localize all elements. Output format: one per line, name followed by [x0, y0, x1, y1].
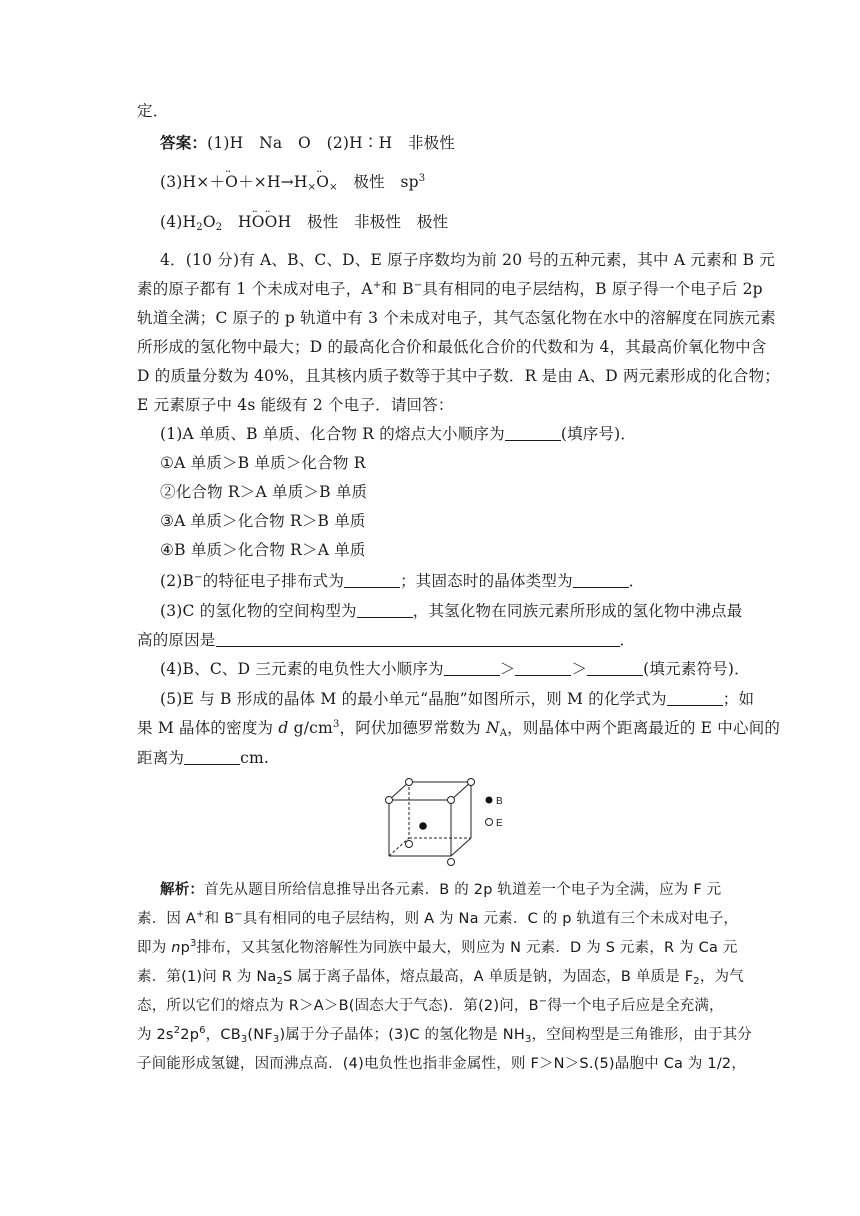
text: ④B 单质＞化合物 R＞A 单质 [160, 541, 366, 559]
analysis-line [137, 996, 727, 1016]
text: 极性 sp [337, 173, 419, 191]
answer-label: 答案： [160, 133, 208, 152]
text: ，为气 [699, 969, 744, 985]
text: ①A 单质＞B 单质＞化合物 R [160, 454, 366, 472]
text: 3 [524, 1034, 532, 1045]
text: (3)C 的氢化物的空间构型为 [160, 602, 357, 620]
text: (2)B [160, 572, 195, 590]
option-3 [160, 511, 750, 531]
text: 具有相同的电子层结构，则 A 为 Na 元素．C 的 p 轨道有三个未成对电子， [242, 911, 739, 927]
text: 距离为 [137, 749, 185, 767]
text: ②化合物 R＞A 单质＞B 单质 [160, 483, 368, 501]
answer-blank [344, 573, 400, 588]
analysis-label: 解析： [160, 882, 205, 898]
text: ，阿伏加德罗常数为 [339, 719, 486, 737]
text: − [413, 280, 423, 291]
lewis-o: ·· O [316, 173, 329, 191]
text: n [171, 940, 181, 956]
answer-blank [216, 632, 620, 647]
text: 子间能形成氢键，因而沸点高．(4)电负性也指非金属性，则 F＞N＞S.(5)晶胞中 Ca 为 1/2， [137, 1056, 747, 1072]
answer-blank [184, 750, 240, 765]
text: ． [628, 572, 645, 590]
text: ＋×H→H [238, 173, 308, 191]
hidden-edge [389, 838, 409, 856]
text: cm. [240, 749, 270, 767]
text: 2 [196, 222, 203, 233]
text: 素．第(1)问 R 为 Na [137, 969, 277, 985]
question-4 [160, 659, 750, 679]
cube-edge [389, 782, 409, 800]
cube-edge [451, 782, 471, 800]
lewis-o: ·· O [252, 213, 265, 231]
text: 6 [199, 1025, 206, 1036]
text: 果 M 晶体的密度为 [137, 719, 279, 737]
text: (填序号)． [560, 425, 637, 443]
text: (3)H×＋ [160, 173, 226, 191]
text: ． [619, 631, 636, 649]
question-line [160, 250, 776, 270]
text: (填元素符号)． [643, 660, 750, 678]
text: 得一个电子后应是全充满， [547, 998, 724, 1014]
analysis-line [160, 880, 750, 900]
answer-blank [444, 661, 500, 676]
legend-e-label: E [496, 818, 503, 829]
answer-line-1 [160, 133, 750, 153]
answer-line-3 [160, 212, 750, 232]
text: ＞ [499, 660, 516, 678]
analysis-line [137, 1025, 752, 1045]
text: )属于分子晶体；(3)C 的氢化物是 NH [279, 1027, 525, 1043]
option-1 [160, 453, 750, 473]
text: (5)E 与 B 形成的晶体 M 的最小单元“晶胞”如图所示，则 M 的化学式为 [160, 690, 667, 708]
text: × [307, 182, 317, 193]
text: 素的原子都有 1 个未成对电子，A [137, 280, 373, 298]
e-atom [386, 797, 393, 804]
lewis-o: ·· O [225, 173, 238, 191]
text: − [194, 572, 203, 583]
text: 3 [418, 173, 426, 184]
text: p [180, 940, 191, 956]
text: 高的原因是 [137, 631, 216, 649]
question-5-cont [137, 718, 781, 739]
text: 3 [190, 938, 197, 949]
text: (4)H [160, 213, 197, 231]
text: 首先从题目所给信息推导出各元素．B 的 2p 轨道差一个电子为全满，应为 F 元 [204, 882, 722, 898]
text: ，空间构型是三角锥形，由于其分 [531, 1027, 752, 1043]
e-atom [448, 859, 455, 866]
answer-blank [515, 661, 571, 676]
text: E 元素原子中 4s 能级有 2 个电子．请回答： [137, 396, 454, 414]
text: (4)B、C、D 三元素的电负性大小顺序为 [160, 660, 444, 678]
text: + [196, 909, 205, 920]
text: × [329, 182, 338, 193]
question-line [137, 308, 776, 328]
e-atom [468, 779, 475, 786]
text: − [538, 996, 548, 1007]
text: S 属于离子晶体，熔点最高，A 单质是钠，为固态，B 单质是 F [283, 969, 694, 985]
text: 3 [332, 719, 340, 730]
text: 排布，又其氢化物溶解性为同族中最大，则应为 N 元素．D 为 S 元素，R 为 Ca 元 [196, 940, 738, 956]
question-2 [160, 571, 750, 591]
question-1 [160, 424, 750, 444]
option-2 [160, 482, 750, 502]
legend-e-marker [486, 819, 493, 826]
lewis-o: ·· O [265, 213, 278, 231]
question-3-cont [137, 630, 727, 650]
legend-b-marker [486, 797, 493, 804]
analysis-line [137, 967, 744, 987]
option-4 [160, 540, 750, 560]
text: ；如 [722, 690, 755, 708]
text: d [278, 719, 289, 737]
text-line [137, 101, 727, 121]
question-line [137, 366, 781, 386]
question-line [137, 279, 763, 299]
text: ＞ [571, 660, 588, 678]
answer-blank [357, 603, 413, 618]
text: ，其氢化物在同族元素所形成的氢化物中沸点最 [412, 602, 743, 620]
text: 2p [180, 1027, 200, 1043]
crystal-cell-figure [383, 778, 523, 868]
question-line [137, 395, 727, 415]
text: (1)H Na O (2)H∶H 非极性 [207, 134, 456, 152]
text: 为 2s [137, 1027, 174, 1043]
cube-edges [389, 782, 471, 856]
text: ，CB [205, 1027, 241, 1043]
text: O [202, 213, 216, 231]
text: 4．(10 分)有 A、B、C、D、E 原子序数均为前 20 号的五种元素，其中 A 元素和 B 元 [160, 251, 776, 269]
text: g/cm [288, 719, 333, 737]
answer-line-2 [160, 172, 750, 192]
text: + [372, 280, 382, 291]
text: 的特征电子排布式为 [202, 572, 345, 590]
text: 3 [240, 1034, 248, 1045]
text: ③A 单质＞化合物 R＞B 单质 [160, 512, 366, 530]
text: (NF [247, 1027, 273, 1043]
question-3 [160, 601, 750, 621]
answer-blank [573, 573, 629, 588]
answer-blank [505, 426, 561, 441]
e-atom [448, 797, 455, 804]
text: D 的质量分数为 40%，且其核内质子数等于其中子数．R 是由 A、D 两元素形成的化合物； [137, 367, 781, 385]
text: 素．因 A [137, 911, 197, 927]
text: N [485, 719, 500, 737]
text: (1)A 单质、B 单质、化合物 R 的熔点大小顺序为 [160, 425, 505, 443]
e-atom [406, 779, 413, 786]
text: 态，所以它们的熔点为 R＞A＞B(固态大于气态)．第(2)问，B [137, 998, 539, 1014]
text: 定． [137, 102, 169, 120]
text: 轨道全满；C 原子的 p 轨道中有 3 个未成对电子，其气态氢化物在水中的溶解度在同族元素 [137, 309, 776, 327]
text: 即为 [137, 940, 172, 956]
question-line [137, 337, 767, 357]
analysis-line [137, 938, 738, 958]
analysis-line [137, 1054, 747, 1074]
text: 具有相同的电子层结构，B 原子得一个电子后 2p [422, 280, 763, 298]
text: − [234, 909, 243, 920]
text: ；其固态时的晶体类型为 [400, 572, 573, 590]
text: 2 [215, 222, 223, 233]
analysis-line [137, 909, 739, 929]
text: 和 B [381, 280, 414, 298]
text: 2 [173, 1025, 181, 1036]
text: 3 [272, 1034, 280, 1045]
text: 所形成的氢化物中最大；D 的最高化合价和最低化合价的代数和为 4，其最高价氧化物中含 [137, 338, 767, 356]
question-5 [160, 689, 755, 709]
legend-b-label: B [496, 796, 503, 807]
b-atom [419, 822, 427, 830]
cube-edge [451, 838, 471, 856]
text: 2 [693, 976, 700, 987]
text: H 极性 非极性 极性 [277, 213, 449, 231]
e-atom [406, 841, 413, 848]
text: 2 [276, 976, 284, 987]
text: 和 B [204, 911, 235, 927]
answer-blank [667, 691, 723, 706]
text: ，则晶体中两个距离最近的 E 中心间的 [507, 719, 781, 737]
text: A [499, 728, 508, 739]
question-5-cont [137, 748, 727, 768]
text: H [222, 213, 252, 231]
answer-blank [587, 661, 643, 676]
